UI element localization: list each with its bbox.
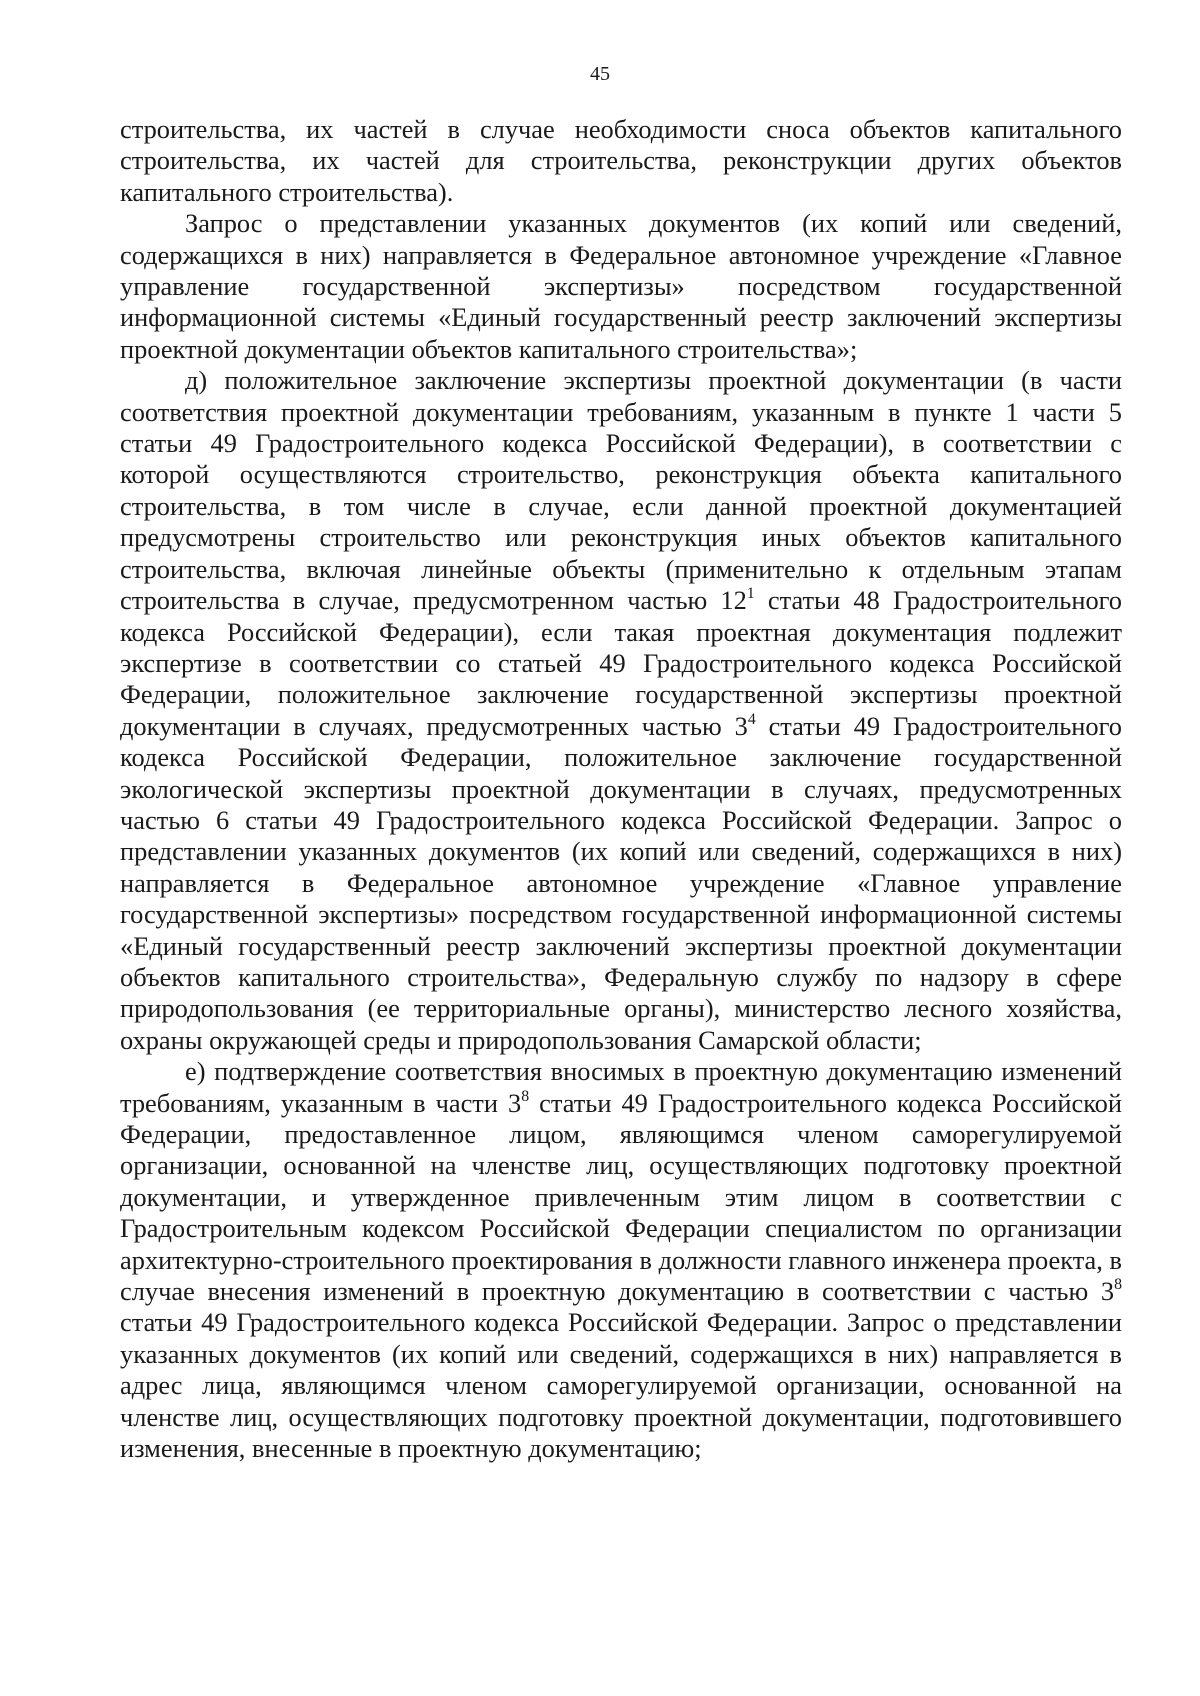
superscript: 4: [747, 710, 756, 728]
paragraph-item-d-text-3: статьи 49 Градостроительного кодекса Российской Федерации, положительное заключение государственной экологической экспертизы проектной документации в случаях, предусмотренных частью 6 статьи 49 Градостроительного кодекса Российской Федерации. Запрос о представлении указанных документов (их копий или сведений, содержащихся в них) направляется в Федеральное автономное учреждение «Главное управление государственной экспертизы» посредством государственной информационной системы «Единый государственный реестр заключений экспертизы проектной документации объектов капитального строительства», Федеральную службу по надзору в сфере природопользования (ее территориальные органы), министерство лесного хозяйства, охраны окружающей среды и природопользования Самарской области;: [120, 710, 1122, 1055]
page-number: 45: [590, 63, 610, 85]
paragraph-item-e-text-3: статьи 49 Градостроительного кодекса Российской Федерации. Запрос о представлении указанных документов (их копий или сведений, содержащихся в них) направляется в адрес лица, являющимся членом саморегулируемой организации, основанной на членстве лиц, осуществляющих подготовку проектной документации, подготовившего изменения, внесенные в проектную документацию;: [120, 1307, 1122, 1464]
paragraph-continuation: строительства, их частей в случае необходимости сноса объектов капитального строительства, их частей для строительства, реконструкции других объектов капитального строительства).: [120, 114, 1122, 207]
paragraph-request-note: Запрос о представлении указанных документов (их копий или сведений, содержащихся в них) направляется в Федеральное автономное учреждение «Главное управление государственной экспертизы» посредством государственной информационной системы «Единый государственный реестр заключений экспертизы проектной документации объектов капитального строительства»;: [120, 208, 1122, 364]
superscript: 8: [521, 1087, 530, 1105]
paragraph-item-d-text-2: статьи 48 Градостроительного кодекса Российской Федерации), если такая проектная документация подлежит экспертизе в соответствии со статьей 49 Градостроительного кодекса Российской Федерации, положительное заключение государственной экспертизы проектной документации в случаях, предусмотренных частью 3: [120, 585, 1122, 741]
document-body: [120, 114, 1122, 1464]
paragraph-item-d: [120, 365, 1122, 1056]
paragraph-item-e-text-2: статьи 49 Градостроительного кодекса Российской Федерации, предоставленное лицом, являющимся членом саморегулируемой организации, основанной на членстве лиц, осуществляющих подготовку проектной документации, и утвержденное привлеченным этим лицом в соответствии с Градостроительным кодексом Российской Федерации специалистом по организации архитектурно-строительного проектирования в должности главного инженера проекта, в случае внесения изменений в проектную документацию в соответствии с частью 3: [120, 1087, 1122, 1307]
superscript: 1: [746, 585, 755, 603]
paragraph-item-e: [120, 1056, 1122, 1464]
paragraph-item-e-text-1: е) подтверждение соответствия вносимых в проектную документацию изменений требованиям, указанным в части 3: [120, 1056, 1122, 1118]
superscript: 8: [1114, 1275, 1122, 1293]
paragraph-item-d-text-1: д) положительное заключение экспертизы проектной документации (в части соответствия проектной документации требованиям, указанным в пункте 1 части 5 статьи 49 Градостроительного кодекса Российской Федерации), в соответствии с которой осуществляются строительство, реконструкция объекта капитального строительства, в том числе в случае, если данной проектной документацией предусмотрены строительство или реконструкция иных объектов капитального строительства, включая линейные объекты (применительно к отдельным этапам строительства в случае, предусмотренном частью 12: [120, 365, 1122, 616]
